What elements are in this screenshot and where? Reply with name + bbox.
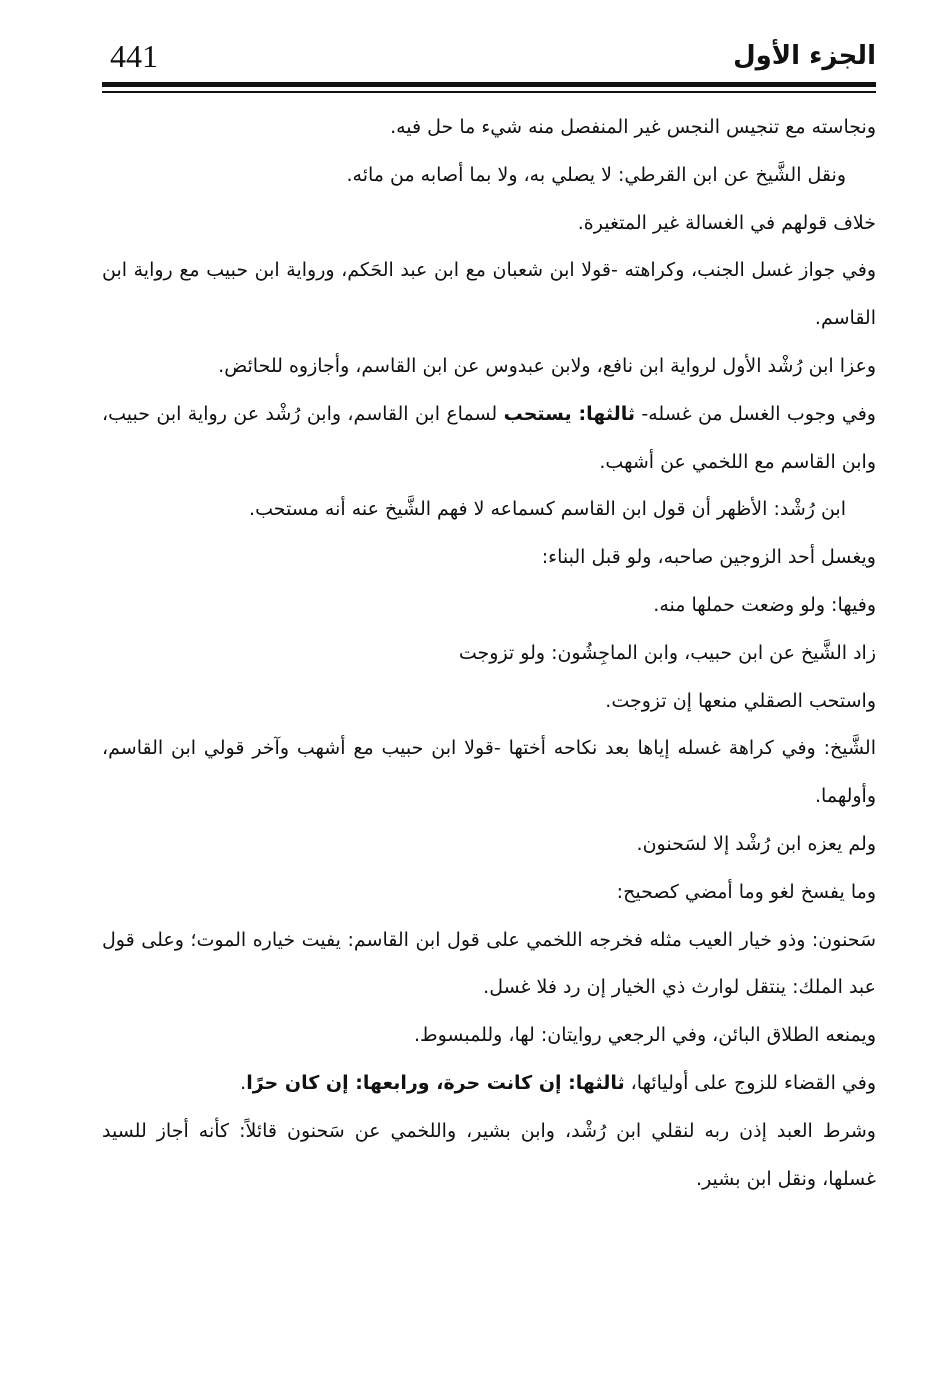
paragraph-17-bold: ثالثها: إن كانت حرة، ورابعها: إن كان حرًا <box>246 1071 625 1094</box>
paragraph-1: ونجاسته مع تنجيس النجس غير المنفصل منه شيء ما حل فيه. <box>390 116 876 138</box>
paragraph-6 <box>102 391 876 487</box>
paragraph-15-part-b: ينتقل لوارث ذي الخيار إن رد فلا غسل. <box>483 976 787 999</box>
paragraph-6-part-a: وفي وجوب الغسل من غسله- <box>635 402 876 425</box>
paragraph-6-bold: ثالثها: يستحب <box>503 402 635 425</box>
paragraph-12: الشَّيخ: وفي كراهة غسله إياها بعد نكاحه أختها -قولا ابن حبيب مع أشهب وآخر قولي ابن القاسم، وأولهما. <box>102 737 876 808</box>
paragraph-15 <box>102 917 876 1013</box>
paragraph-15-part-a: سَحنون: وذو خيار العيب مثله فخرجه اللخمي على قول ابن القاسم: يفيت خياره الموت؛ وعلى قول عبد الملك: <box>102 928 876 999</box>
paragraph-5: وعزا ابن رُشْد الأول لرواية ابن نافع، ولابن عبدوس عن ابن القاسم، وأجازوه للحائض. <box>218 354 876 377</box>
running-title: الجزء الأول <box>733 41 876 71</box>
page-number: 441 <box>110 38 158 74</box>
paragraph-3: خلاف قولهم في الغسالة غير المتغيرة. <box>577 211 876 234</box>
paragraph-2: ونقل الشَّيخ عن ابن القرطي: لا يصلي به، ولا بما أصابه من مائه. <box>346 163 846 186</box>
page-body <box>102 104 876 1203</box>
paragraph-4: وفي جواز غسل الجنب، وكراهته -قولا ابن شعبان مع ابن عبد الحَكم، ورواية ابن حبيب مع رواية ابن القاسم. <box>102 259 876 330</box>
page-header <box>102 28 876 80</box>
paragraph-10: زاد الشَّيخ عن ابن حبيب، وابن الماجِشُون: ولو تزوجت <box>458 641 876 664</box>
paragraph-7: ابن رُشْد: الأظهر أن قول ابن القاسم كسماعه لا فهم الشَّيخ عنه أنه مستحب. <box>249 498 846 521</box>
paragraph-18: وشرط العبد إذن ربه لنقلي ابن رُشْد، وابن بشير، واللخمي عن سَحنون قائلاً: كأنه أجاز للسيد غسلها، ونقل ابن بشير. <box>102 1119 876 1190</box>
paragraph-6-part-b: لسماع ابن القاسم، وابن رُشْد عن رواية ابن حبيب، وابن القاسم مع اللخمي عن أشهب. <box>102 402 876 473</box>
paragraph-14: وما يفسخ لغو وما أمضي كصحيح: <box>616 880 876 903</box>
paragraph-13: ولم يعزه ابن رُشْد إلا لسَحنون. <box>636 832 876 855</box>
header-rule-thin <box>102 91 876 93</box>
paragraph-16: ويمنعه الطلاق البائن، وفي الرجعي روايتان: لها، وللمبسوط. <box>413 1024 876 1047</box>
paragraph-9: وفيها: ولو وضعت حملها منه. <box>653 593 876 616</box>
header-rule-thick <box>102 82 876 87</box>
paragraph-17 <box>102 1060 876 1108</box>
paragraph-17-part-a: وفي القضاء للزوج على أوليائها، <box>624 1071 876 1094</box>
paragraph-17-part-b: . <box>240 1071 247 1094</box>
paragraph-8: ويغسل أحد الزوجين صاحبه، ولو قبل البناء: <box>541 546 876 569</box>
paragraph-11: واستحب الصقلي منعها إن تزوجت. <box>605 689 876 712</box>
